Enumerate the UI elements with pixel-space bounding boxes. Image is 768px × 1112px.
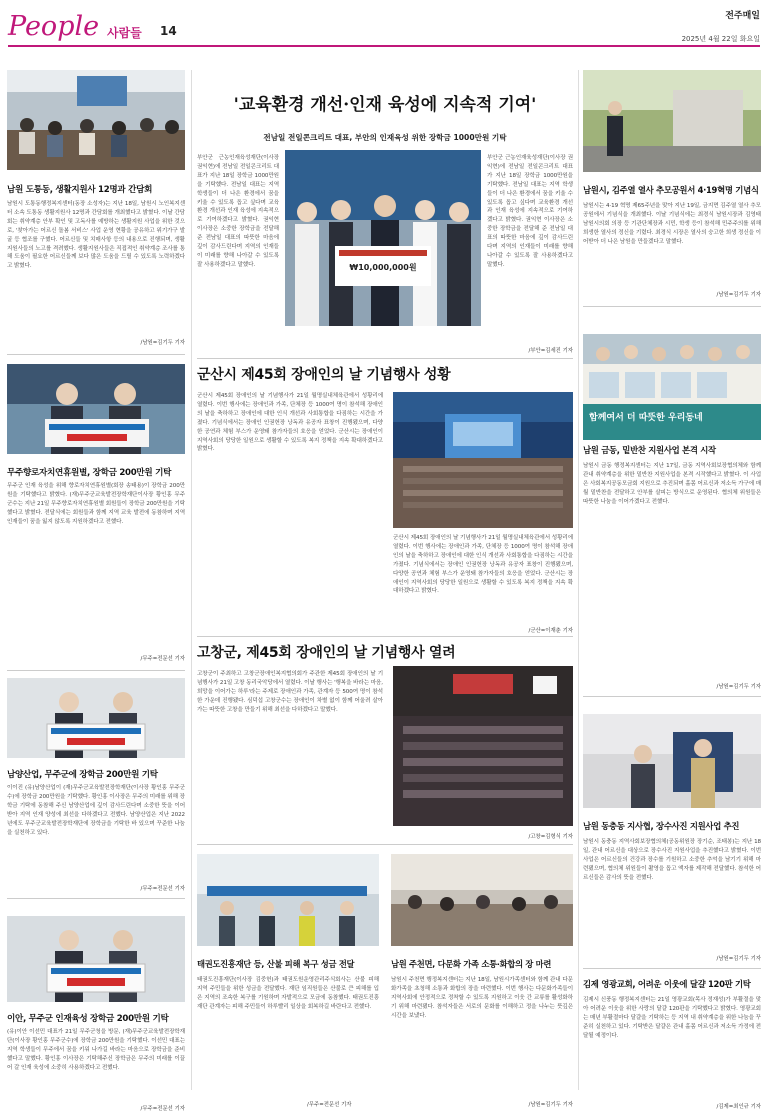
column-rule	[191, 70, 192, 1090]
article-body: 남원시 금동 행정복지센터는 지난 17일, 금동 지역사회보장협의체와 함께 관내 취약계층을 위한 밑반찬 지원사업을 본격 시작했다고 밝혔다. 이 사업은 사회복지공동모금회 지원으로 추진되며 홀몸 어르신과 저소득 가구에 매월 밑반찬을 전달하고 안부를 살피는 방식으로 운영된다. 협의체 위원들은 따뜻한 나눔을 이어가겠다고 전했다.	[583, 463, 761, 505]
divider	[7, 670, 185, 671]
fundraising-photo	[197, 854, 379, 946]
article-body: 남원시는 4·19 혁명 제65주년을 맞아 지난 19일, 금지면 김주열 열사 추모공원에서 기념식을 개최했다. 이날 기념식에는 최경식 남원시장과 김영태 남원시의회 의장 등 기관단체장과 시민, 학생 등이 참석해 민주주의를 위해 희생한 열사의 정신을 기렸다. 최경식 시장은 열사의 숭고한 희생 정신을 이어받아 더 나은 남원을 만들겠다고 말했다.	[583, 203, 761, 245]
byline: /남원=김기두 기자	[140, 340, 185, 346]
banner-text: 함께여서 더 따뜻한 우리동네	[589, 413, 703, 423]
article-body: (유)이안 이선민 대표가 21일 무주군청을 방문, (재)무주군교육발전장학재단(이사장 황인홍 무주군수)에 장학금 200만원을 기탁했다. 이선민 대표는 지역 학생들이 무주에서 꿈을 키워 나가길 바라는 마음으로 장학금을 준비했다고 말했다. 황인홍 이사장은 기탁해주신 장학금은 무주의 미래를 이끌어 갈 인재 육성에 소중히 사용하겠다고 전했다.	[7, 1029, 185, 1071]
volunteer-photo	[583, 334, 761, 440]
paper-name: 전주매일	[725, 11, 760, 21]
donation-photo	[7, 678, 185, 758]
section-title: People	[8, 11, 100, 42]
byline: /남원=김기두 기자	[716, 292, 761, 298]
left-column	[7, 70, 185, 1112]
portrait-photo	[583, 714, 761, 808]
headline: 남원 금동, 밑반찬 지원사업 본격 시작	[583, 445, 716, 455]
byline: /무주=전문선 기자	[307, 1102, 352, 1108]
article-body-continued: 부안군 근농인재육성재단(이사장 권익현)에 전남일 전일콘크리트 대표가 지난 18일 장학금 1000만원을 기탁했다. 전남일 대표는 지역 학생들이 더 나은 환경에서 꿈을 키울 수 있도록 돕고 싶다며 교육환경 개선과 인재 육성에 지속적으로 기여하겠다고 밝혔다. 권익현 이사장은 소중한 장학금을 전달해 준 전남일 대표의 따뜻한 마음에 깊이 감사드린다며 지역의 인재들이 미래를 향해 나아갈 수 있도록 잘 사용하겠다고 말했다.	[487, 155, 573, 268]
divider	[583, 696, 761, 697]
byline: /부안=김세진 기자	[528, 348, 573, 354]
article-body: 고창군이 주최하고 고창군장애인복지협의회가 주관한 제45회 장애인의 날 기념행사가 21일 고창 동리국악당에서 열렸다. 이날 행사는 '행복을 바라는 마음, 희망을 이어가는 하루'라는 주제로 장애인과 가족, 관계자 등 500여 명이 참석한 가운데 진행됐다. 심덕섭 고창군수는 장애인이 차별 없이 함께 어울려 살아가는 따뜻한 고창을 만들기 위해 최선을 다하겠다고 말했다.	[197, 671, 383, 713]
scholarship-photo	[285, 150, 481, 326]
donation-photo	[7, 364, 185, 454]
right-column	[583, 70, 761, 1110]
byline: /남원=김기두 기자	[716, 956, 761, 962]
headline: 태권도진흥재단 등, 산불 피해 복구 성금 전달	[197, 959, 355, 969]
article-body: 무주군 인재 육성을 위해 향로자치연휴원별(회장 송태용)이 장학금 200만원을 기탁했다고 밝혔다. (재)무주군교육발전장학재단이사장 황인홍 무주군수는 지난 21일 무주향로자치연휴원별 회원들이 장학금 200만원을 기탁했다고 밝혔다. 전달식에는 회원들과 함께 지역 교육 발전에 동참하며 지역 인재들이 꿈을 잃지 않도록 지원하겠다고 전했다.	[7, 483, 185, 525]
byline: /남원=김기두 기자	[528, 1102, 573, 1108]
headline: 김제 영광교회, 어려운 이웃에 달걀 120판 기탁	[583, 979, 751, 989]
byline: /군산=이재춘 기자	[528, 628, 573, 634]
headline: 남원 도통동, 생활지원사 12명과 간담회	[7, 185, 153, 195]
byline: /무주=전문선 기자	[140, 656, 185, 662]
issue-date: 2025년 4월 22일 화요일	[681, 35, 760, 43]
section-headline: 고창군, 제45회 장애인의 날 기념행사 열려	[197, 645, 456, 661]
byline: /고창=김형식 기자	[528, 834, 573, 840]
article-body-continued: 군산시 제45회 장애인의 날 기념행사가 21일 월명실내체육관에서 성황리에 열렸다. 이번 행사에는 장애인과 가족, 단체장 등 1000여 명이 참석해 장애인의 날을 축하하고 장애인에 대한 인식 개선과 사회통합을 다짐하는 시간을 가졌다. 기념식에서는 장애인 인권헌장 낭독과 유공자 표창이 진행됐으며, 다양한 공연과 체험 부스가 운영돼 참가자들의 호응을 얻었다. 군산시는 장애인이 지역사회의 당당한 일원으로 생활할 수 있도록 복지 정책을 지속 확대하겠다고 밝혔다.	[393, 535, 573, 595]
divider	[197, 844, 573, 845]
divider	[7, 898, 185, 899]
article-body: 김제시 신풍동 행정복지센터는 21일 영광교회(목사 정재성)가 부활절을 맞아 어려운 이웃을 위한 사랑의 달걀 120판을 기탁했다고 밝혔다. 영광교회는 매년 부활절마다 달걀을 기탁하는 등 지역 내 취약계층을 위한 나눔을 꾸준히 실천하고 있다. 기탁받은 달걀은 관내 홀몸 어르신과 저소득 가정에 전달될 예정이다.	[583, 997, 761, 1039]
article-body: 남원시 동충동 지역사회보장협의체(공동위원장 장기순, 조태봉)는 지난 18일, 관내 어르신을 대상으로 장수사진 지원사업을 추진했다고 밝혔다. 이번 사업은 어르신들의 건강과 장수를 기원하고 소중한 추억을 남기기 위해 마련됐으며, 협의체 위원들이 촬영을 돕고 액자를 제작해 전달했다. 참석한 어르신들은 감사의 뜻을 전했다.	[583, 839, 761, 881]
byline: /김제=최인규 기자	[716, 1104, 761, 1110]
byline: /남원=김기두 기자	[716, 684, 761, 690]
section-headline: 군산시 제45회 장애인의 날 기념행사 성황	[197, 367, 451, 383]
memorial-photo	[583, 70, 761, 172]
article-body: 태권도진흥재단(이사장 김중헌)과 태권도원운영관리주식회사는 산불 피해 지역 주민들을 위한 성금을 전달했다. 재단 임직원들은 산불로 큰 피해를 입은 지역의 조속한 복구를 기원하며 자발적으로 모금에 동참했다. 태권도진흥재단 관계자는 피해 주민들이 하루빨리 일상을 회복하길 바란다고 전했다.	[197, 977, 379, 1010]
meeting-photo	[7, 70, 185, 170]
headline: 남원 동충동 지사협, 장수사진 지원사업 추진	[583, 821, 740, 831]
divider	[583, 968, 761, 969]
headline: 무주향로자치연휴원별, 장학금 200만원 기탁	[7, 468, 172, 478]
main-subtitle: 전남일 전일콘크리트 대표, 부안의 인재육성 위한 장학금 1000만원 기탁	[263, 133, 507, 142]
article-body: 이이진 (유)남양산업이 (재)무주군교육발전장학재단(이사장 황인홍 무주군수)에 장학금 200만원을 기탁했다. 황인홍 이사장은 무주의 미래를 위해 장학금 기탁에 동참해 주신 남양산업에 깊이 감사드린다며 소중한 뜻을 이어받아 지역 인재 양성에 최선을 다하겠다고 전했다. 남양산업은 지난 2022년에도 무주군교육발전장학재단에 장학금을 기탁한 바 있으며 꾸준한 나눔을 실천하고 있다.	[7, 785, 185, 836]
divider	[7, 354, 185, 355]
divider	[197, 636, 573, 637]
multicultural-photo	[391, 854, 573, 946]
masthead-rule	[8, 45, 760, 47]
column-rule	[578, 70, 579, 1090]
headline: 이안, 무주군 인재육성 장학금 200만원 기탁	[7, 1014, 169, 1024]
donation-photo	[7, 916, 185, 1002]
article-body: 군산시 제45회 장애인의 날 기념행사가 21일 월명실내체육관에서 성황리에 열렸다. 이번 행사에는 장애인과 가족, 단체장 등 1000여 명이 참석해 장애인의 날을 축하하고 장애인에 대한 인식 개선과 사회통합을 다짐하는 시간을 가졌다. 기념식에서는 장애인 인권헌장 낭독과 유공자 표창이 진행됐으며, 다양한 공연과 체험 부스가 운영돼 참가자들의 호응을 얻었다. 군산시는 장애인이 지역사회의 당당한 일원으로 생활할 수 있도록 복지 정책을 지속 확대하겠다고 밝혔다.	[197, 393, 383, 453]
article-body: 남원시 도통동행정복지센터(동장 소성자)는 지난 18일, 남원시 노인복지센터 소속 도통동 생활지원사 12명과 간담회를 개최했다고 밝혔다. 이날 간담회는 취약계층 안부 확인 및 고독사를 예방하는 생활지원 사업을 위한 것으로, '찾아가는 어르신 돌봄 서비스' 사업 운영 현황을 공유하고 위기가구 발굴 등 협조를 구했다. 어르신들 및 치매사항 등의 내용으로 진행되며, 생활지원사들의 노고를 격려했다. 생활지원사들은 직접적인 취약계층 조사를 통해 도움이 필요한 어르신들께 보다 많은 도움을 드릴 수 있도록 노력하겠다고 밝혔다.	[7, 201, 185, 270]
section-subtitle: 사람들	[107, 26, 142, 40]
divider	[583, 306, 761, 307]
article-body: 부안군 근농인재육성재단(이사장 권익현)에 전남일 전일콘크리트 대표가 지난 18일 장학금 1000만원을 기탁했다. 전남일 대표는 지역 학생들이 더 나은 환경에서 꿈을 키울 수 있도록 돕고 싶다며 교육환경 개선과 인재 육성에 지속적으로 기여하겠다고 밝혔다. 권익현 이사장은 소중한 장학금을 전달해 준 전남일 대표의 따뜻한 마음에 깊이 감사드린다며 지역의 인재들이 미래를 향해 나아갈 수 있도록 잘 사용하겠다고 말했다.	[197, 155, 279, 268]
page-number: 14	[160, 24, 177, 38]
center-column	[197, 70, 573, 1108]
headline: 남양산업, 무주군에 장학금 200만원 기탁	[7, 770, 158, 780]
main-headline: '교육환경 개선·인재 육성에 지속적 기여'	[233, 95, 537, 115]
headline: 남원시, 김주열 열사 추모공원서 4·19혁명 기념식	[583, 185, 759, 195]
masthead	[0, 0, 768, 50]
headline: 남원 주천면, 다문화 가족 소통·화합의 장 마련	[391, 959, 552, 969]
event-photo	[393, 666, 573, 826]
byline: /무주=전문선 기자	[140, 1106, 185, 1112]
check-amount: ₩10,000,000원	[349, 263, 417, 272]
byline: /무주=전문선 기자	[140, 886, 185, 892]
article-body: 남원시 주천면 행정복지센터는 지난 18일, 남원시가족센터와 함께 관내 다문화가족을 초청해 소통과 화합의 장을 마련했다. 이번 행사는 다문화가족들이 지역사회에 안정적으로 정착할 수 있도록 지원하고 이웃 간 교류를 활성화하기 위해 마련됐다. 참석자들은 서로의 문화를 이해하고 정을 나누는 뜻깊은 시간을 보냈다.	[391, 977, 573, 1019]
divider	[197, 358, 573, 359]
event-photo	[393, 392, 573, 528]
